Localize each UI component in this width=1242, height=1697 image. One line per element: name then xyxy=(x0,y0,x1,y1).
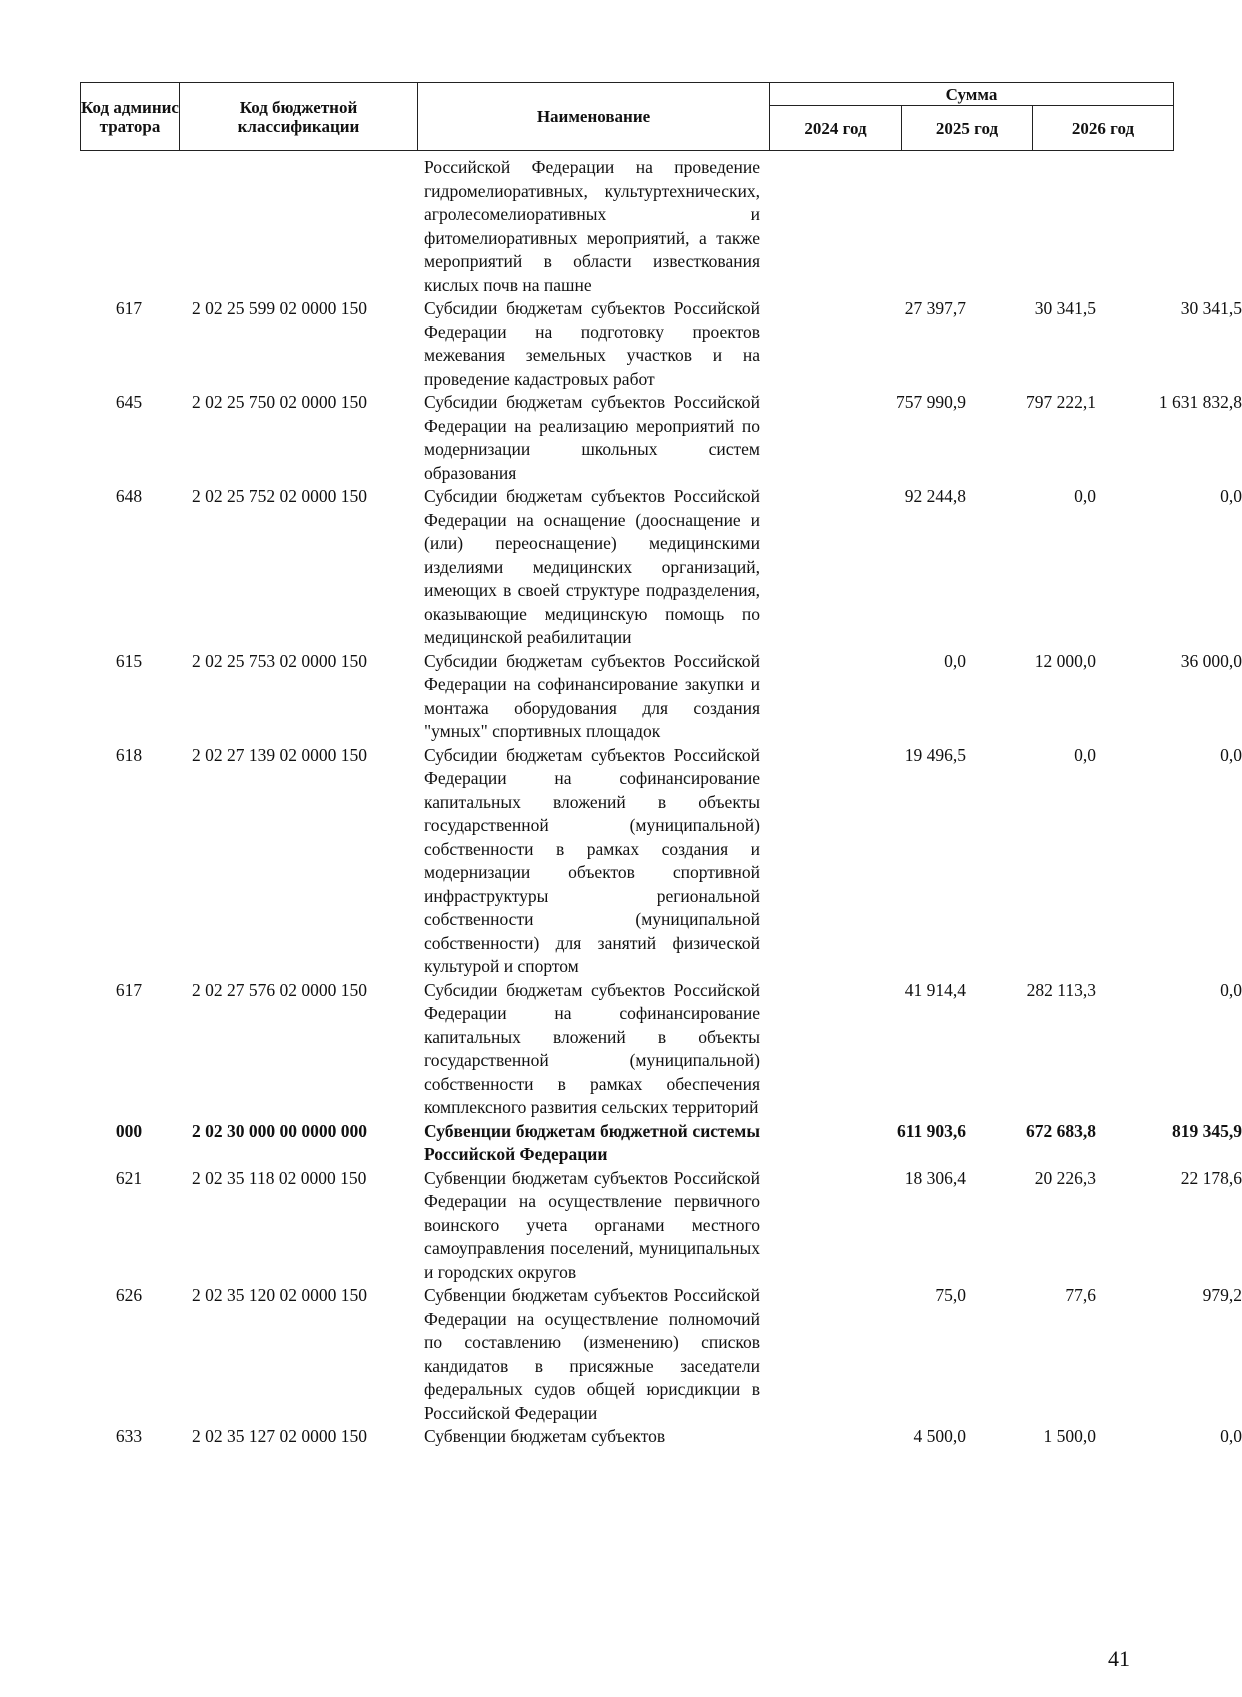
table-row xyxy=(80,1284,1242,1425)
row-name: Субсидии бюджетам субъектов Российской Федерации на софинансирование закупки и монтажа оборудования для создания "умных" спортивных площадок xyxy=(424,650,760,741)
header-year-2025: 2025 год xyxy=(902,106,1033,151)
row-value-2025: 30 341,5 xyxy=(1034,298,1096,318)
table-header xyxy=(80,82,1174,151)
row-value-2025: 0,0 xyxy=(1074,486,1096,506)
row-admin-code: 626 xyxy=(115,1285,143,1305)
row-budget-code: 2 02 35 127 02 0000 150 xyxy=(192,1426,367,1446)
table-rows xyxy=(80,297,1242,1449)
row-value-2024: 0,0 xyxy=(944,650,966,671)
row-budget-code: 2 02 25 753 02 0000 150 xyxy=(192,650,367,671)
row-value-2024: 41 914,4 xyxy=(904,979,966,1000)
row-value-2025: 1 500,0 xyxy=(1043,1426,1096,1446)
row-value-2025: 12 000,0 xyxy=(1034,650,1096,671)
row-name: Субвенции бюджетам субъектов xyxy=(424,1426,666,1446)
row-name: Субвенции бюджетам бюджетной системы Российской Федерации xyxy=(424,1120,760,1164)
row-value-2025: 797 222,1 xyxy=(1026,392,1096,412)
table-row xyxy=(80,1167,1242,1285)
row-value-2024: 92 244,8 xyxy=(904,486,966,506)
table-row xyxy=(80,297,1242,391)
table-row xyxy=(80,485,1242,650)
row-budget-code: 2 02 35 120 02 0000 150 xyxy=(192,1285,367,1305)
table-row xyxy=(80,979,1242,1120)
page-number: 41 xyxy=(1108,1646,1130,1671)
header-admin-code: Код админис тратора xyxy=(81,83,180,151)
row-value-2025: 0,0 xyxy=(1074,744,1096,765)
table-row xyxy=(80,1120,1242,1167)
row-value-2026: 22 178,6 xyxy=(1180,1167,1242,1188)
continuation-row xyxy=(80,156,1170,297)
row-name: Субсидии бюджетам субъектов Российской Федерации на реализацию мероприятий по модернизации школьных систем образования xyxy=(424,392,760,483)
row-name: Субсидии бюджетам субъектов Российской Федерации на софинансирование капитальных вложений в объекты государственной (муниципальной) собственности в рамках обеспечения комплексного развития сельских территорий xyxy=(424,979,760,1117)
row-admin-code: 617 xyxy=(115,979,143,1000)
row-value-2026: 0,0 xyxy=(1220,744,1242,765)
row-value-2024: 18 306,4 xyxy=(904,1167,966,1188)
row-value-2026: 1 631 832,8 xyxy=(1158,392,1242,412)
header-budget-code: Код бюджетной классификации xyxy=(180,83,418,151)
row-value-2026: 0,0 xyxy=(1220,486,1242,506)
continuation-text: Российской Федерации на проведение гидромелиоративных, культуртехнических, агролесомелиоративных и фитомелиоративных мероприятий, а также мероприятий в области известкования кислых почв на пашне xyxy=(424,157,760,295)
row-name: Субвенции бюджетам субъектов Российской Федерации на осуществление полномочий по составлению (изменению) списков кандидатов в присяжные заседатели федеральных судов общей юрисдикции в Российской Федерации xyxy=(424,1285,760,1423)
row-admin-code: 648 xyxy=(115,486,143,506)
header-sum: Сумма xyxy=(770,83,1174,106)
row-value-2026: 0,0 xyxy=(1220,1426,1242,1446)
header-year-2026: 2026 год xyxy=(1033,106,1174,151)
table-body xyxy=(80,156,1242,1449)
row-value-2025: 77,6 xyxy=(1065,1285,1096,1305)
row-value-2026: 30 341,5 xyxy=(1180,298,1242,318)
row-value-2024: 27 397,7 xyxy=(904,298,966,318)
row-value-2025: 282 113,3 xyxy=(1026,979,1096,1000)
row-value-2024: 757 990,9 xyxy=(896,392,966,412)
row-budget-code: 2 02 30 000 00 0000 000 xyxy=(192,1120,367,1141)
row-admin-code: 617 xyxy=(115,298,143,318)
row-budget-code: 2 02 27 139 02 0000 150 xyxy=(192,744,367,765)
row-budget-code: 2 02 25 750 02 0000 150 xyxy=(192,392,367,412)
header-year-2024: 2024 год xyxy=(770,106,902,151)
row-admin-code: 615 xyxy=(115,650,143,671)
row-value-2026: 0,0 xyxy=(1220,979,1242,1000)
row-value-2024: 611 903,6 xyxy=(896,1120,966,1141)
row-name: Субвенции бюджетам субъектов Российской Федерации на осуществление первичного воинского учета органами местного самоуправления поселений, муниципальных и городских округов xyxy=(424,1167,760,1282)
row-budget-code: 2 02 25 599 02 0000 150 xyxy=(192,298,367,318)
row-admin-code: 618 xyxy=(115,744,143,765)
row-value-2024: 19 496,5 xyxy=(904,744,966,765)
row-budget-code: 2 02 25 752 02 0000 150 xyxy=(192,486,367,506)
table-row xyxy=(80,650,1242,744)
row-name: Субсидии бюджетам субъектов Российской Федерации на оснащение (дооснащение и (или) переоснащение) медицинскими изделиями медицинских организаций, имеющих в своей структуре подразделения, оказывающие медицинскую помощь по медицинской реабилитации xyxy=(424,486,760,647)
row-admin-code: 633 xyxy=(115,1426,143,1446)
table-row xyxy=(80,391,1242,485)
table-row xyxy=(80,744,1242,979)
row-budget-code: 2 02 35 118 02 0000 150 xyxy=(192,1167,367,1188)
row-value-2026: 979,2 xyxy=(1202,1285,1242,1305)
row-admin-code: 621 xyxy=(115,1167,143,1188)
row-value-2024: 4 500,0 xyxy=(913,1426,966,1446)
row-name: Субсидии бюджетам субъектов Российской Федерации на подготовку проектов межевания земельных участков и на проведение кадастровых работ xyxy=(424,298,760,389)
row-value-2026: 36 000,0 xyxy=(1180,650,1242,671)
row-admin-code: 000 xyxy=(115,1120,143,1141)
row-value-2026: 819 345,9 xyxy=(1172,1120,1242,1141)
row-value-2025: 20 226,3 xyxy=(1034,1167,1096,1188)
row-budget-code: 2 02 27 576 02 0000 150 xyxy=(192,979,367,1000)
header-name: Наименование xyxy=(418,83,770,151)
row-name: Субсидии бюджетам субъектов Российской Федерации на софинансирование капитальных вложений в объекты государственной (муниципальной) собственности в рамках создания и модернизации объектов спортивной инфраструктуры региональной собственности (муниципальной собственности) для занятий физической культурой и спортом xyxy=(424,744,760,976)
row-value-2025: 672 683,8 xyxy=(1026,1120,1096,1141)
row-admin-code: 645 xyxy=(115,392,143,412)
row-value-2024: 75,0 xyxy=(935,1285,966,1305)
table-row xyxy=(80,1425,1242,1449)
